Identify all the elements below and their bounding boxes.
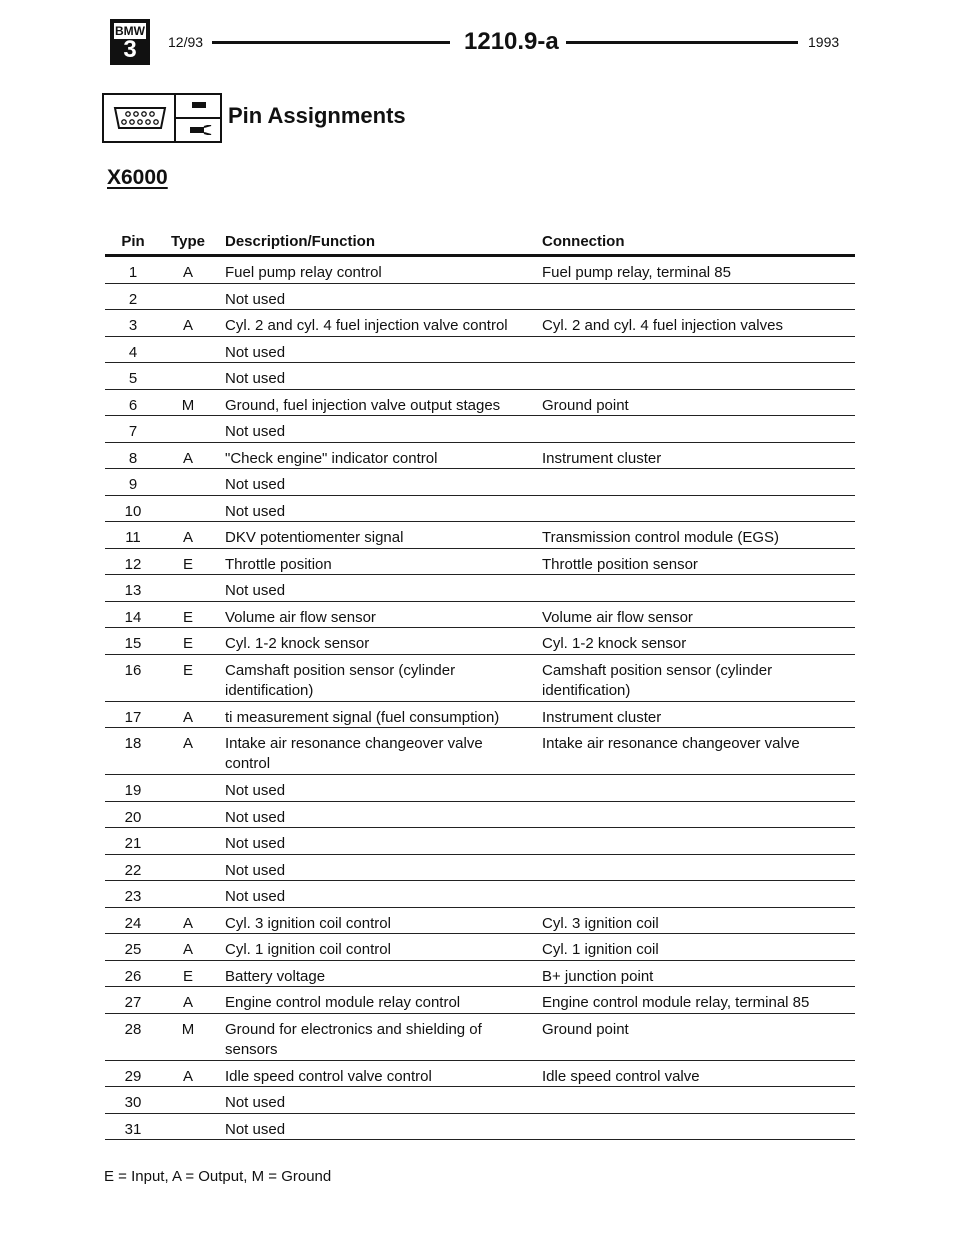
description-cell: Throttle position <box>225 555 332 573</box>
table-row <box>105 1061 855 1088</box>
description-cell: Cyl. 2 and cyl. 4 fuel injection valve control <box>225 317 508 334</box>
description-cell: Idle speed control valve control <box>225 1067 432 1085</box>
table-row <box>105 855 855 882</box>
description-cell: Volume air flow sensor <box>225 608 376 626</box>
pin-cell: 13 <box>124 582 142 599</box>
table-row <box>105 961 855 988</box>
pin-cell: 11 <box>125 529 141 546</box>
connection-cell: Engine control module relay, terminal 85 <box>542 994 810 1011</box>
table-row <box>105 496 855 523</box>
pin-cell: 29 <box>124 1067 142 1085</box>
description-cell: Not used <box>225 1120 286 1138</box>
connection-cell: B+ junction point <box>542 967 654 985</box>
connection-cell: Camshaft position sensor (cylinder identification) <box>542 661 773 699</box>
table-row <box>105 257 855 284</box>
description-cell: "Check engine" indicator control <box>225 449 438 467</box>
legend-footnote: E = Input, A = Output, M = Ground <box>104 1168 332 1185</box>
table-header <box>105 230 855 254</box>
pin-cell: 26 <box>124 967 142 985</box>
connector-id: X6000 <box>107 166 168 189</box>
connector-icon <box>112 105 168 131</box>
pin-cell: 17 <box>124 708 142 726</box>
pin-cell: 27 <box>124 994 142 1011</box>
pin-cell: 6 <box>128 396 138 414</box>
pin-cell: 30 <box>124 1094 142 1111</box>
table-row <box>105 575 855 602</box>
type-cell: E <box>182 635 193 652</box>
header-pin: Pin <box>121 233 145 250</box>
table-row <box>105 908 855 935</box>
table-row <box>105 549 855 576</box>
description-cell: Fuel pump relay control <box>225 264 382 281</box>
connection-cell: Intake air resonance changeover valve <box>542 735 800 752</box>
description-cell: Not used <box>225 290 286 308</box>
pin-cell: 15 <box>124 635 142 652</box>
table-row <box>105 337 855 364</box>
description-cell: Intake air resonance changeover valve control <box>225 735 483 772</box>
pin-cell: 28 <box>124 1020 142 1038</box>
connection-cell: Cyl. 1 ignition coil <box>542 941 659 958</box>
type-cell: A <box>182 941 193 958</box>
type-cell: E <box>182 967 193 985</box>
connection-cell: Ground point <box>542 1020 629 1038</box>
pin-cell: 8 <box>128 449 138 467</box>
type-cell: A <box>182 735 193 752</box>
table-row <box>105 1014 855 1061</box>
pin-cell: 12 <box>124 555 142 573</box>
type-cell: E <box>182 608 193 626</box>
connection-cell: Ground point <box>542 396 629 414</box>
table-row <box>105 284 855 311</box>
pin-cell: 19 <box>124 782 142 799</box>
description-cell: Engine control module relay control <box>225 994 461 1011</box>
header-rule-left <box>212 41 450 44</box>
connection-cell: Instrument cluster <box>542 708 662 726</box>
pin-assignment-symbol <box>102 93 222 143</box>
bmw-3-series-logo <box>110 19 150 65</box>
pin-cell: 23 <box>124 888 142 905</box>
description-cell: Not used <box>225 502 286 520</box>
description-cell: Not used <box>225 835 286 852</box>
header-rule-right <box>566 41 798 44</box>
description-cell: Not used <box>225 888 286 905</box>
type-cell: A <box>182 317 193 334</box>
description-cell: Ground, fuel injection valve output stages <box>225 396 501 414</box>
pin-cell: 9 <box>128 476 138 493</box>
table-row <box>105 310 855 337</box>
table-row <box>105 655 855 702</box>
pin-cell: 7 <box>128 423 138 440</box>
table-row <box>105 828 855 855</box>
table-body <box>105 257 855 1140</box>
description-cell: Not used <box>225 370 286 387</box>
description-cell: Not used <box>225 782 286 799</box>
symbol-divider-horizontal <box>176 117 220 119</box>
description-cell: Not used <box>225 582 286 599</box>
type-cell: A <box>182 449 193 467</box>
pin-cell: 21 <box>124 835 142 852</box>
description-cell: Camshaft position sensor (cylinder identification) <box>225 661 456 699</box>
pin-cell: 16 <box>124 661 142 679</box>
pin-cell: 31 <box>124 1120 142 1138</box>
description-cell: Ground for electronics and shielding of sensors <box>225 1020 482 1058</box>
description-cell: Cyl. 1-2 knock sensor <box>225 635 370 652</box>
pin-cell: 5 <box>128 370 138 387</box>
description-cell: DKV potentiomenter signal <box>225 529 404 546</box>
table-row <box>105 987 855 1014</box>
pin-cell: 24 <box>124 914 142 932</box>
description-cell: Cyl. 3 ignition coil control <box>225 914 391 932</box>
type-cell: A <box>182 708 193 726</box>
pin-cell: 10 <box>124 502 142 520</box>
pin-female-icon <box>188 125 214 135</box>
table-row <box>105 728 855 775</box>
table-row <box>105 363 855 390</box>
table-row <box>105 934 855 961</box>
connection-cell: Idle speed control valve <box>542 1067 700 1085</box>
connection-cell: Cyl. 1-2 knock sensor <box>542 635 687 652</box>
type-cell: E <box>182 661 193 679</box>
type-cell: A <box>182 994 193 1011</box>
pin-cell: 1 <box>128 264 138 281</box>
description-cell: Not used <box>225 476 286 493</box>
connection-cell: Cyl. 2 and cyl. 4 fuel injection valves <box>542 317 783 334</box>
table-row <box>105 416 855 443</box>
description-cell: Cyl. 1 ignition coil control <box>225 941 391 958</box>
type-cell: M <box>181 1020 195 1038</box>
type-cell: A <box>182 914 193 932</box>
description-cell: Not used <box>225 808 286 826</box>
connection-cell: Transmission control module (EGS) <box>542 529 780 546</box>
connection-cell: Instrument cluster <box>542 449 662 467</box>
type-cell: A <box>182 529 193 546</box>
table-row <box>105 469 855 496</box>
type-cell: M <box>181 396 195 414</box>
page-header <box>0 0 960 80</box>
pin-cell: 22 <box>124 861 142 879</box>
pin-cell: 20 <box>124 808 142 826</box>
type-cell: A <box>182 1067 193 1085</box>
pin-assignment-table <box>105 230 855 1140</box>
table-row <box>105 522 855 549</box>
connection-cell: Fuel pump relay, terminal 85 <box>542 264 731 281</box>
pin-cell: 3 <box>128 317 138 334</box>
table-row <box>105 1114 855 1141</box>
header-year: 1993 <box>808 34 840 50</box>
table-row <box>105 1087 855 1114</box>
pin-cell: 14 <box>124 608 142 626</box>
logo-brand-text: BMW <box>115 24 145 38</box>
connection-cell: Cyl. 3 ignition coil <box>542 914 659 932</box>
pin-cell: 18 <box>124 735 142 752</box>
table-row <box>105 602 855 629</box>
description-cell: Not used <box>225 423 286 440</box>
table-row <box>105 628 855 655</box>
connection-cell: Throttle position sensor <box>542 555 698 573</box>
table-row <box>105 390 855 417</box>
pin-cell: 4 <box>128 343 138 361</box>
table-row <box>105 775 855 802</box>
description-cell: Not used <box>225 861 286 879</box>
description-cell: ti measurement signal (fuel consumption) <box>225 708 500 726</box>
section-title: Pin Assignments <box>228 103 406 128</box>
logo-series-text: 3 <box>123 36 137 63</box>
header-connection: Connection <box>542 233 625 250</box>
description-cell: Not used <box>225 1094 286 1111</box>
pin-male-icon <box>192 102 206 108</box>
pin-cell: 2 <box>128 290 138 308</box>
header-type: Type <box>171 233 205 250</box>
table-row <box>105 702 855 729</box>
connection-cell: Volume air flow sensor <box>542 608 693 626</box>
document-number: 1210.9-a <box>464 28 559 55</box>
description-cell: Not used <box>225 343 286 361</box>
table-row <box>105 881 855 908</box>
pin-cell: 25 <box>124 941 142 958</box>
type-cell: E <box>182 555 193 573</box>
type-cell: A <box>182 264 193 281</box>
header-description: Description/Function <box>225 233 375 250</box>
table-row <box>105 802 855 829</box>
description-cell: Battery voltage <box>225 967 326 985</box>
header-date: 12/93 <box>168 34 204 50</box>
table-row <box>105 443 855 470</box>
